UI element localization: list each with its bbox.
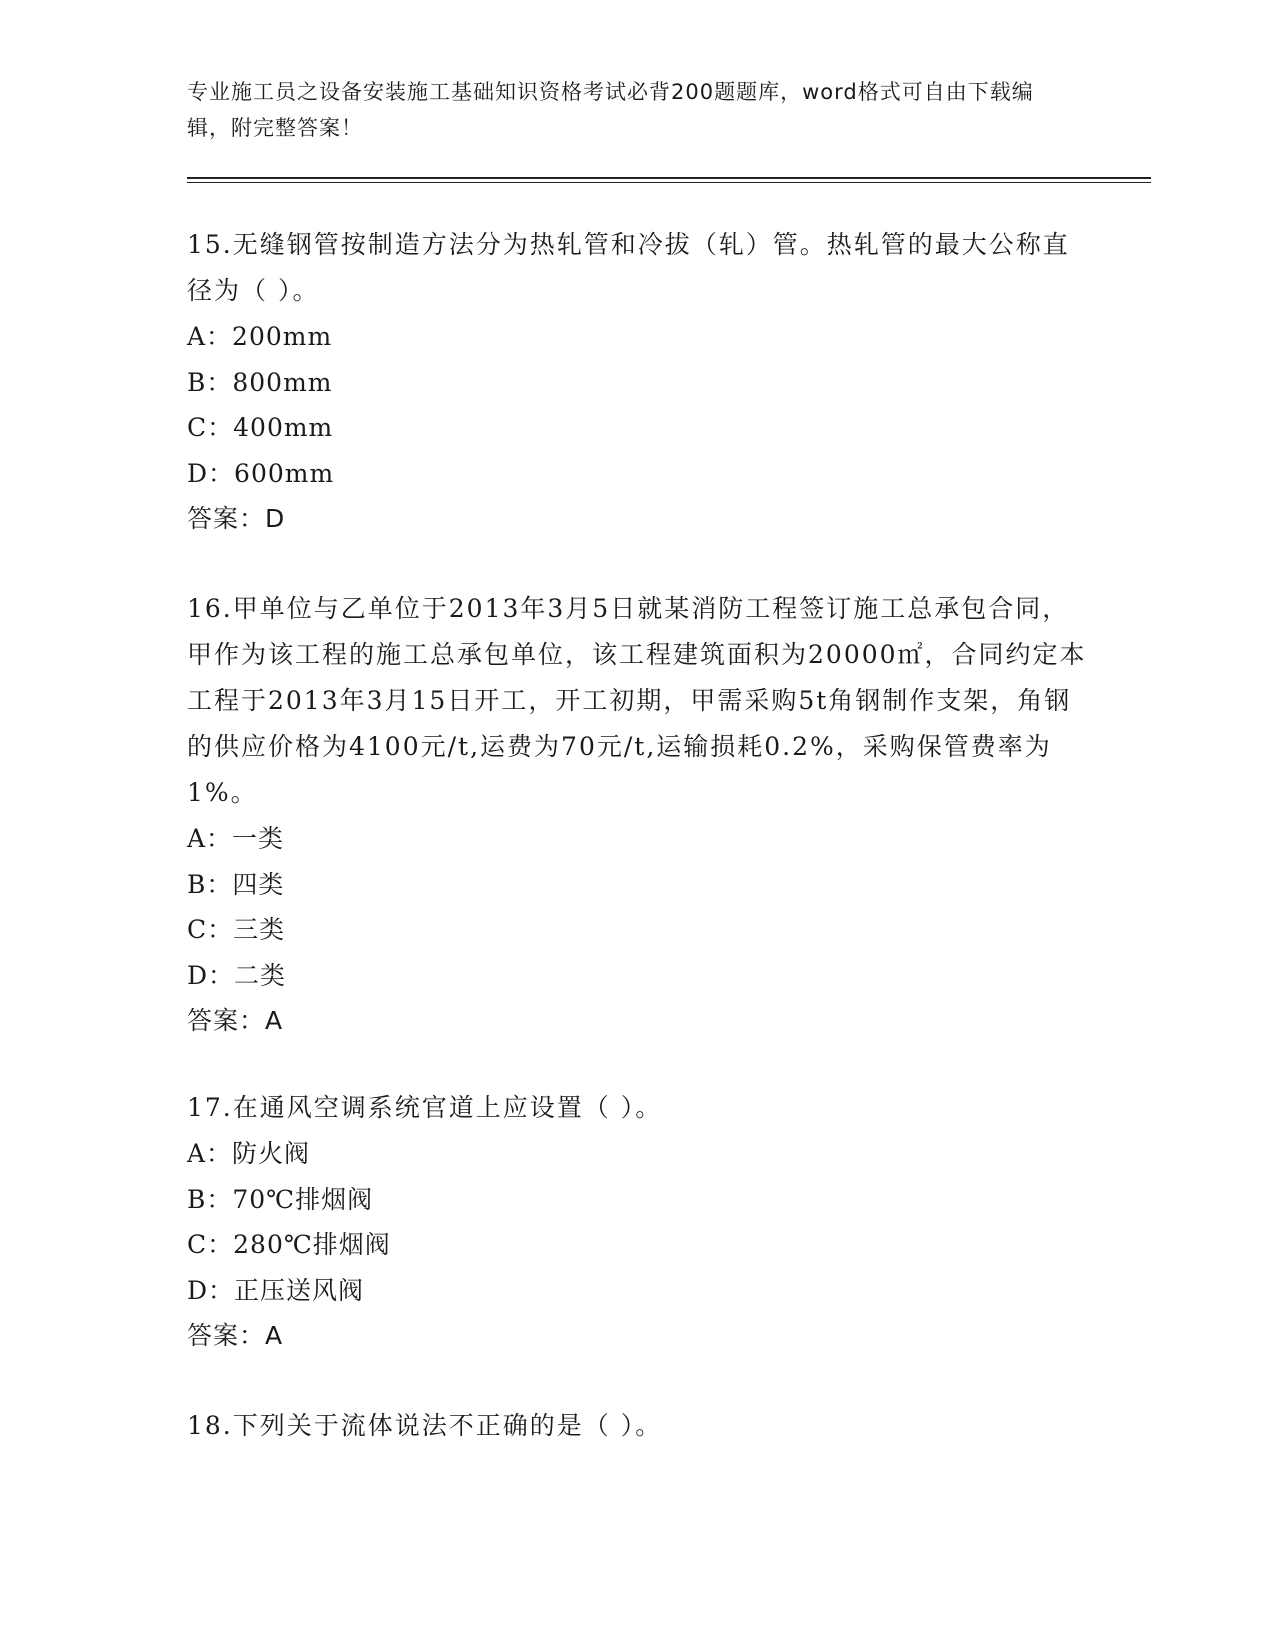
option-d: D：二类	[187, 960, 287, 990]
option-d: D：600mm	[187, 458, 335, 488]
answer: 答案：D	[187, 504, 286, 533]
question-text: 17.在通风空调系统官道上应设置（ ）。	[187, 1093, 663, 1122]
header-divider-thick	[187, 177, 1151, 179]
question-text: 16.甲单位与乙单位于2013年3月5日就某消防工程签订施工总承包合同，甲作为该工程的施工总承包单位，该工程建筑面积为20000㎡，合同约定本工程于2013年3月15日开工，开工初期，甲需采购5t角钢制作支架，角钢的供应价格为4100元/t,运费为70元/t,运输损耗0.2%，采购保管费率为1%。	[187, 594, 1087, 807]
option-c: C：280℃排烟阀	[187, 1230, 391, 1259]
question-16	[187, 586, 1087, 1044]
option-a: A：200mm	[187, 322, 333, 351]
option-b: B：800mm	[187, 367, 333, 397]
option-a: A：防火阀	[187, 1139, 311, 1168]
option-c: C：三类	[187, 915, 286, 944]
option-a: A：一类	[187, 824, 285, 853]
option-b: B：四类	[187, 869, 285, 899]
question-text: 15.无缝钢管按制造方法分为热轧管和冷拔（轧）管。热轧管的最大公称直径为（ ）。	[187, 230, 1070, 305]
option-d: D：正压送风阀	[187, 1275, 365, 1305]
question-15	[187, 222, 1087, 542]
header-divider-thin	[187, 182, 1151, 183]
answer: 答案：A	[187, 1006, 284, 1035]
question-text: 18.下列关于流体说法不正确的是（ ）。	[187, 1411, 663, 1440]
option-c: C：400mm	[187, 413, 334, 442]
question-18	[187, 1403, 1087, 1449]
answer: 答案：A	[187, 1321, 284, 1350]
document-header: 专业施工员之设备安装施工基础知识资格考试必背200题题库，word格式可自由下载编辑，附完整答案！	[187, 80, 1034, 140]
question-17	[187, 1085, 1087, 1359]
option-b: B：70℃排烟阀	[187, 1184, 374, 1214]
